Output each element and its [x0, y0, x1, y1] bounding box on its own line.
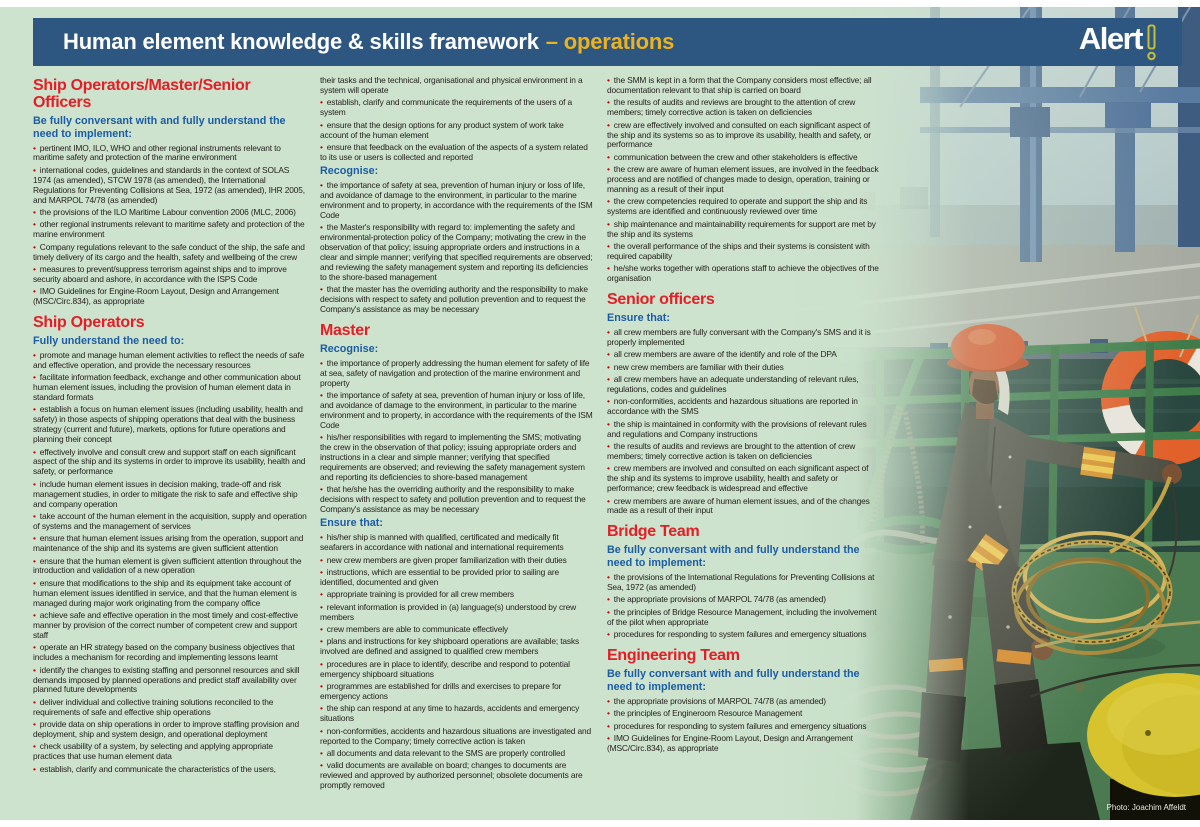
header-bar [33, 18, 1182, 66]
bullet-text: all crew members are aware of the identify and role of the DPA [613, 349, 837, 360]
bullet-icon: • [33, 510, 36, 521]
bullet-text: operate an HR strategy based on the company business objectives that includes a mechanism for recording and implementing lessons learnt [33, 642, 295, 663]
bullet-icon: • [607, 374, 610, 385]
bullet-item [33, 287, 307, 307]
bullet-item [320, 761, 594, 791]
bullet-icon: • [320, 624, 323, 635]
bullet-icon: • [607, 164, 610, 175]
bullet-item [607, 497, 881, 517]
bullet-icon: • [33, 664, 36, 675]
bullet-text: new crew members are given proper familiarization with their duties [326, 554, 567, 565]
bullet-icon: • [607, 606, 610, 617]
bullet-text: non-conformities, accidents and hazardous situations are reported in accordance with the SMS [607, 396, 858, 417]
bullet-icon: • [320, 484, 323, 495]
page-title [63, 29, 674, 55]
bullet-item [320, 682, 594, 702]
bullet-icon: • [607, 119, 610, 130]
section-subheading: Recognise: [320, 165, 379, 178]
section-heading: Engineering Team [607, 647, 740, 665]
bullet-text: crew are effectively involved and consulted on each significant aspect of the ship and its systems so as to improve its usability, health and safety, or performance [607, 119, 872, 150]
bullet-icon: • [320, 554, 323, 565]
bullet-icon: • [320, 703, 323, 714]
bullet-icon: • [320, 760, 323, 771]
bullet-text: plans and instructions for key shipboard operations are available; tasks involved are defined and assigned to qualified crew members [320, 636, 580, 657]
bullet-text: the crew are aware of human element issues, are involved in the feedback process and are notified of changes made to design, operation, training or manning as a result of their input [607, 164, 879, 195]
bullet-icon: • [33, 741, 36, 752]
bullet-icon: • [320, 748, 323, 758]
bullet-text: all crew members are fully conversant with the Company's SMS and it is properly implemented [607, 326, 871, 347]
bullet-item [607, 608, 881, 628]
bullet-text: take account of the human element in the acquisition, supply and operation of systems and the management of services [33, 510, 307, 531]
bullet-icon: • [607, 463, 610, 474]
bullet-text: ensure that the human element is given sufficient attention throughout the introduction and validation of a new operation [33, 555, 302, 576]
bullet-item [320, 727, 594, 747]
bullet-text: the results of audits and reviews are brought to the attention of crew members; timely corrective action is taken on deficiencies [607, 97, 856, 118]
bullet-icon: • [320, 725, 323, 736]
bullet-text: international codes, guidelines and standards in the context of SOLAS 1974 (as amended), STCW 1978 (as amended), the International Regulations for Preventing Collisions at Sea, 1972 (as amended), IHR 2005, and MARPOL 74/78 (as amended) [33, 164, 305, 205]
bullet-text: facilitate information feedback, exchange and other communication about human element issues, including the provision of human element data in standard formats [33, 372, 301, 402]
bullet-icon: • [320, 589, 323, 600]
bullet-item [607, 573, 881, 593]
bullet-icon: • [320, 357, 323, 368]
bullet-text: establish, clarify and communicate the characteristics of the users, [39, 763, 276, 774]
bullet-icon: • [320, 567, 323, 577]
bullet-icon: • [607, 326, 610, 337]
bullet-item [607, 595, 881, 605]
section-subheading: Be fully conversant with and fully understand the need to implement: [33, 114, 286, 140]
bullet-text: the ship is maintained in conformity with the provisions of relevant rules and regulations and Company instructions [607, 418, 867, 439]
bullet-icon: • [33, 763, 36, 774]
bullet-item [607, 121, 881, 151]
alert-logo-text: Alert [1078, 20, 1142, 56]
bullet-text: the principles of Bridge Resource Management, including the involvement of the pilot when appropriate [607, 606, 877, 627]
bullet-icon: • [33, 446, 36, 457]
bullet-item [33, 144, 307, 164]
bullet-item [33, 480, 307, 510]
bullet-item [33, 166, 307, 206]
bullet-text: crew members are aware of human element issues, and of the changes made as a result of their input [607, 495, 870, 516]
bullet-icon: • [607, 732, 610, 743]
bullet-icon: • [33, 219, 36, 230]
bullet-icon: • [33, 696, 36, 707]
bullet-text: the provisions of the ILO Maritime Labour convention 2006 (MLC, 2006) [39, 206, 296, 217]
bullet-item [33, 373, 307, 403]
bullet-item [607, 397, 881, 417]
bullet-icon: • [33, 610, 36, 621]
bullet-text: that the master has the overriding authority and the responsibility to make decisions with respect to safety and pollution prevention and to request the Company's assistance as may be necessary [320, 284, 588, 315]
bullet-text: IMO Guidelines for Engine-Room Layout, Design and Arrangement (MSC/Circ.834), as appropriate [607, 732, 853, 753]
bullet-text: ensure that human element issues arising from the operation, support and maintenance of the ship and its systems are given sufficient attention [33, 533, 304, 554]
bullet-item [607, 328, 881, 348]
bullet-icon: • [607, 151, 610, 162]
bullet-item [33, 243, 307, 263]
bullet-icon: • [33, 577, 36, 588]
bullet-text: the importance of safety at sea, prevention of human injury or loss of life, and avoidance of damage to the environment, in particular to the marine environment and to property, in accordance with the requirements of the ISM Code [320, 180, 593, 220]
bullet-icon: • [33, 142, 36, 153]
bullet-text: include human element issues in decision making, trade-off and risk management studies, in order to mitigate the risk to safe and effective ship and company operation [33, 478, 298, 509]
bullet-item [33, 220, 307, 240]
bullet-item [320, 556, 594, 566]
bullet-item [33, 765, 307, 775]
section-heading: Ship Operators [33, 314, 145, 332]
bullet-icon: • [607, 196, 610, 207]
bullet-item [33, 666, 307, 696]
bullet-text: the appropriate provisions of MARPOL 74/78 (as amended) [613, 594, 826, 605]
section-heading: Ship Operators/Master/Senior Officers [33, 77, 251, 111]
title-main: Human element knowledge & skills framework [63, 29, 539, 54]
bullet-item [33, 534, 307, 554]
bullet-item [320, 485, 594, 515]
bullet-item [320, 533, 594, 553]
bullet-icon: • [607, 594, 610, 605]
bullet-text: check usability of a system, by selecting and applying appropriate practices that use human element data [33, 741, 273, 762]
bullet-icon: • [33, 349, 36, 360]
bullet-item [320, 704, 594, 724]
bullet-item [33, 405, 307, 445]
bullet-icon: • [607, 76, 610, 85]
bullet-text: non-conformities, accidents and hazardous situations are investigated and reported to the Company; timely corrective action is taken [320, 725, 591, 746]
section-heading: Senior officers [607, 291, 715, 309]
bullet-text: IMO Guidelines for Engine-Room Layout, Design and Arrangement (MSC/Circ.834), as appropriate [33, 286, 279, 307]
bullet-icon: • [320, 601, 323, 612]
bullet-text: the ship can respond at any time to hazards, accidents and emergency situations [320, 703, 580, 724]
alert-logo [1078, 20, 1158, 62]
bullet-text: ensure that feedback on the evaluation of the aspects of a system related to its use or users is collected and reported [320, 141, 588, 162]
bullet-item [607, 709, 881, 719]
bullet-text: promote and manage human element activities to reflect the needs of safe and effective operation, and provide the necessary resources [33, 349, 305, 370]
bullet-item [320, 391, 594, 431]
bullet-icon: • [607, 695, 610, 706]
bullet-text: valid documents are available on board; changes to documents are reviewed and approved by authorized personnel; obsolete documents are promptly removed [320, 760, 583, 791]
section-subheading: Fully understand the need to: [33, 334, 185, 347]
bullet-text: ship maintenance and maintainability requirements for support are met by the ship and its systems [607, 218, 876, 239]
bullet-item [320, 181, 594, 221]
photo-credit: Photo: Joachim Affeldt [1106, 803, 1186, 812]
bullet-item [320, 143, 594, 163]
bullet-icon: • [607, 97, 610, 108]
bullet-icon: • [33, 206, 36, 217]
section-subheading: Be fully conversant with and fully understand the need to implement: [607, 544, 860, 570]
bullet-item [320, 625, 594, 635]
bullet-item [607, 242, 881, 262]
bullet-item [607, 350, 881, 360]
bullet-text: that he/she has the overriding authority and the responsibility to make decisions with respect to safety and pollution prevention and to request the Company's assistance as may be necessary [320, 484, 586, 514]
bullet-text: the provisions of the International Regulations for Preventing Collisions at Sea, 1972 (as amended) [607, 572, 875, 592]
bullet-item [607, 442, 881, 462]
bullet-item [33, 265, 307, 285]
bullet-icon: • [607, 441, 610, 452]
bullet-text: achieve safe and effective operation in the most timely and cost-effective manner by provision of the correct number of competent crew and support staff [33, 610, 298, 640]
bullet-icon: • [607, 241, 610, 252]
bullet-text: establish, clarify and communicate the requirements of the users of a system [320, 97, 573, 118]
bullet-text: the importance of properly addressing the human element for safety of life at sea, safety of navigation and protection of the marine environment and property [320, 357, 590, 388]
bullet-item [607, 165, 881, 195]
bullet-item [33, 208, 307, 218]
section-subheading: Ensure that: [607, 312, 670, 325]
bullet-text: procedures are in place to identify, describe and respond to potential emergency shipboard situations [320, 658, 570, 679]
section-subheading: Recognise: [320, 342, 379, 355]
bullet-item [607, 197, 881, 217]
bullet-icon: • [320, 141, 323, 152]
title-accent: – operations [545, 29, 675, 54]
bullet-item [33, 351, 307, 371]
bullet-text: the appropriate provisions of MARPOL 74/78 (as amended) [613, 695, 826, 706]
bullet-item [320, 223, 594, 282]
bullet-icon: • [607, 349, 610, 360]
bullet-icon: • [607, 572, 610, 583]
bullet-item [33, 643, 307, 663]
bullet-text: deliver individual and collective training solutions reconciled to the requirements of safe and effective ship operations [33, 696, 274, 717]
bullet-item [33, 557, 307, 577]
bullet-icon: • [607, 720, 610, 731]
column-3 [607, 76, 881, 818]
bullet-text: the overall performance of the ships and their systems is consistent with required capability [607, 241, 870, 261]
bullet-item [607, 363, 881, 373]
bullet-icon: • [607, 218, 610, 229]
bullet-icon: • [33, 263, 36, 274]
bullet-text: his/her ship is manned with qualified, certificated and medically fit seafarers in accordance with national and international requirements [320, 532, 564, 553]
bullet-icon: • [320, 222, 323, 233]
bullet-item [320, 603, 594, 623]
content-columns [33, 76, 881, 818]
bullet-text: his/her responsibilities with regard to implementing the SMS; motivating the crew in the observation of that policy; issuing appropriate orders and instructions in a clear and simple manner; verifying that specified requirements are observed; and reviewing the safety management system and reporting its deficiencies to shore-based management [320, 432, 585, 482]
bullet-item [320, 568, 594, 588]
bullet-text: communication between the crew and other stakeholders is effective [613, 151, 858, 162]
continuation-text: their tasks and the technical, organisational and physical environment in a system will operate [320, 76, 583, 95]
bullet-text: ensure that the design options for any product system of work take account of the human element [320, 119, 564, 140]
section-subheading: Ensure that: [320, 517, 383, 530]
bullet-text: programmes are established for drills and exercises to prepare for emergency actions [320, 681, 562, 701]
bullet-item [320, 749, 594, 759]
bullet-item [33, 720, 307, 740]
column-2 [320, 76, 594, 818]
bullet-icon: • [320, 97, 323, 108]
bullet-item [320, 433, 594, 483]
bullet-item [33, 742, 307, 762]
bullet-text: crew members are able to communicate effectively [326, 624, 508, 635]
bullet-text: ensure that modifications to the ship and its equipment take account of human element issues identified in service, and that the human element is managed during major work originating from the company office [33, 577, 297, 608]
bullet-icon: • [320, 681, 323, 692]
bullet-item [320, 660, 594, 680]
bullet-text: procedures for responding to system failures and emergency situations [613, 720, 867, 731]
bullet-icon: • [33, 719, 36, 730]
column-1 [33, 76, 307, 818]
bullet-item [33, 579, 307, 609]
section-subheading: Be fully conversant with and fully understand the need to implement: [607, 667, 860, 693]
bullet-text: Company regulations relevant to the safe conduct of the ship, the safe and timely delivery of its cargo and the health, safety and wellbeing of the crew [33, 241, 305, 262]
bullet-icon: • [320, 284, 323, 295]
bullet-text: crew members are involved and consulted on each significant aspect of the ship and its systems to improve usability, health and safety or performance; crew feedback is widespread and effective [607, 463, 869, 494]
bullet-item [33, 611, 307, 641]
bullet-text: procedures for responding to system failures and emergency situations [613, 629, 867, 640]
bullet-item [320, 98, 594, 118]
bullet-item [607, 76, 881, 96]
bullet-icon: • [33, 164, 36, 175]
bullet-item [607, 630, 881, 640]
bullet-icon: • [33, 642, 36, 653]
bullet-icon: • [607, 629, 610, 640]
bullet-icon: • [607, 361, 610, 372]
bullet-item [320, 637, 594, 657]
bullet-text: measures to prevent/suppress terrorism against ships and to improve security aboard and ashore, in accordance with the ISPS Code [33, 263, 287, 284]
bullet-text: identify the changes to existing staffing and personnel resources and skill demands imposed by planned operations and predict staff availability over planned future developments [33, 664, 300, 695]
section-heading: Bridge Team [607, 523, 700, 541]
bullet-icon: • [33, 241, 36, 252]
bullet-icon: • [320, 180, 323, 191]
bullet-text: provide data on ship operations in order to improve staffing provision and deployment, ship and system design, and operational deployment [33, 719, 300, 740]
bullet-icon: • [320, 532, 323, 543]
bullet-text: effectively involve and consult crew and support staff on each significant aspect of the ship and its systems in order to improve its usability, health and safety, or performance [33, 446, 306, 477]
bullet-text: new crew members are familiar with their duties [613, 361, 784, 372]
bullet-text: the principles of Engineroom Resource Management [613, 708, 803, 719]
bullet-icon: • [33, 404, 36, 415]
bullet-item [607, 722, 881, 732]
bullet-text: the crew competencies required to operate and support the ship and its systems are identified and continuously reviewed over time [607, 196, 868, 217]
bullet-icon: • [320, 636, 323, 647]
bullet-icon: • [33, 478, 36, 489]
bullet-item [33, 512, 307, 532]
bullet-icon: • [607, 263, 610, 274]
bullet-icon: • [33, 286, 36, 297]
bullet-icon: • [320, 389, 323, 400]
section-heading: Master [320, 321, 370, 339]
bullet-item [607, 264, 881, 284]
bullet-item [33, 448, 307, 478]
bullet-item [320, 359, 594, 389]
bullet-item [607, 734, 881, 754]
bullet-text: all documents and data relevant to the SMS are properly controlled [326, 748, 566, 758]
bullet-item [33, 698, 307, 718]
bullet-item [607, 464, 881, 494]
bullet-item [320, 121, 594, 141]
bullet-icon: • [607, 396, 610, 407]
bullet-item [607, 220, 881, 240]
bullet-item [607, 375, 881, 395]
bullet-icon: • [33, 533, 36, 544]
bullet-text: appropriate training is provided for all crew members [326, 589, 514, 600]
bullet-text: the Master's responsibility with regard to: implementing the safety and environmental-protection policy of the Company; motivating the crew in the observation of that policy; issuing appropriate orders and instructions in a clear and simple manner; verifying that specified requirements are observed; and reviewing the safety management system and reporting its deficiencies to the shore-based management [320, 222, 593, 282]
bullet-icon: • [607, 708, 610, 719]
bullet-icon: • [33, 372, 36, 383]
bullet-text: other regional instruments relevant to maritime safety and protection of the marine environment [33, 219, 305, 240]
bullet-item [320, 590, 594, 600]
bullet-icon: • [320, 119, 323, 130]
bullet-text: the importance of safety at sea, prevention of human injury or loss of life, and avoidance of damage to the environment, in particular to the marine environment and to property, in accordance with the requirements of the ISM Code [320, 389, 593, 430]
bullet-item [320, 285, 594, 315]
alert-logo-exclamation-icon [1145, 24, 1158, 62]
bullet-text: establish a focus on human element issues (including usability, health and safety) in those aspects of shipping operations that deal with the business strategy (current and future), markets, options for future operations and planning their concept [33, 404, 303, 445]
bullet-item [607, 420, 881, 440]
bullet-item [607, 697, 881, 707]
bullet-text: the results of audits and reviews are brought to the attention of crew members; timely corrective action is taken on deficiencies [607, 441, 856, 461]
bullet-icon: • [607, 418, 610, 429]
bullet-icon: • [33, 555, 36, 566]
bullet-text: he/she works together with operations staff to achieve the objectives of the organisation [607, 263, 879, 284]
bullet-item [607, 153, 881, 163]
bullet-text: all crew members have an adequate understanding of relevant rules, regulations, codes and guidelines [607, 374, 859, 394]
bullet-text: relevant information is provided in (a) language(s) understood by crew members [320, 601, 577, 622]
bullet-text: the SMM is kept in a form that the Company considers most effective; all documentation relevant to that ship is carried on board [607, 76, 872, 95]
bullet-icon: • [320, 432, 323, 443]
bullet-icon: • [320, 658, 323, 669]
bullet-icon: • [607, 495, 610, 506]
bullet-item [607, 98, 881, 118]
bullet-text: instructions, which are essential to be provided prior to sailing are identified, documented and given [320, 567, 559, 587]
bullet-text: pertinent IMO, ILO, WHO and other regional instruments relevant to maritime safety and protection of the marine environment [33, 142, 281, 163]
